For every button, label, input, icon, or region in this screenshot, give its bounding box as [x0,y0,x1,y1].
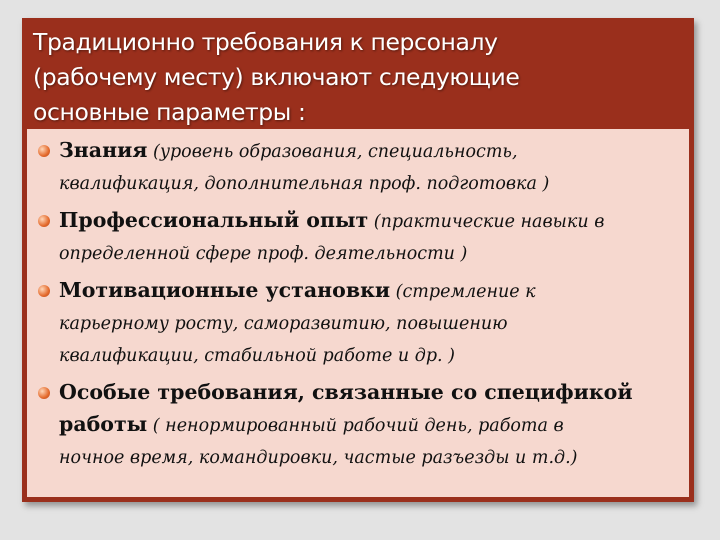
bullet-list [27,134,689,474]
item-description: (практические навыки в [368,212,605,232]
item-description: ( ненормированный рабочий день, работа в [147,416,564,436]
list-item-special-requirements [27,376,689,474]
slide-title [27,23,689,129]
list-item-experience [27,204,689,270]
list-item-knowledge [27,134,689,200]
item-description: (стремление к [390,282,536,302]
item-description-cont: ночное время, командировки, частые разъезды и т.д.) [59,448,578,468]
bullet-icon [38,387,50,399]
item-term: Профессиональный опыт [59,208,369,232]
item-term: Особые требования, связанные со спецификой [59,380,633,404]
slide-card [22,18,694,502]
item-description-cont: квалификации, стабильной работе и др. ) [59,346,456,366]
item-term: Знания [59,138,148,162]
item-description-cont: определенной сфере проф. деятельности ) [59,244,468,264]
title-line-2: (рабочему месту) включают следующие [33,63,520,91]
item-description-cont: квалификация, дополнительная проф. подготовка ) [59,174,550,194]
title-line-1: Традиционно требования к персоналу [33,28,498,56]
list-item-motivation [27,274,689,372]
item-term: Мотивационные установки [59,278,391,302]
bullet-icon [38,215,50,227]
bullet-icon [38,145,50,157]
item-description-cont: карьерному росту, саморазвитию, повышению [59,314,508,334]
title-line-3: основные параметры : [33,98,306,126]
item-term-cont: работы [59,412,148,436]
bullet-icon [38,285,50,297]
item-description: (уровень образования, специальность, [147,142,518,162]
